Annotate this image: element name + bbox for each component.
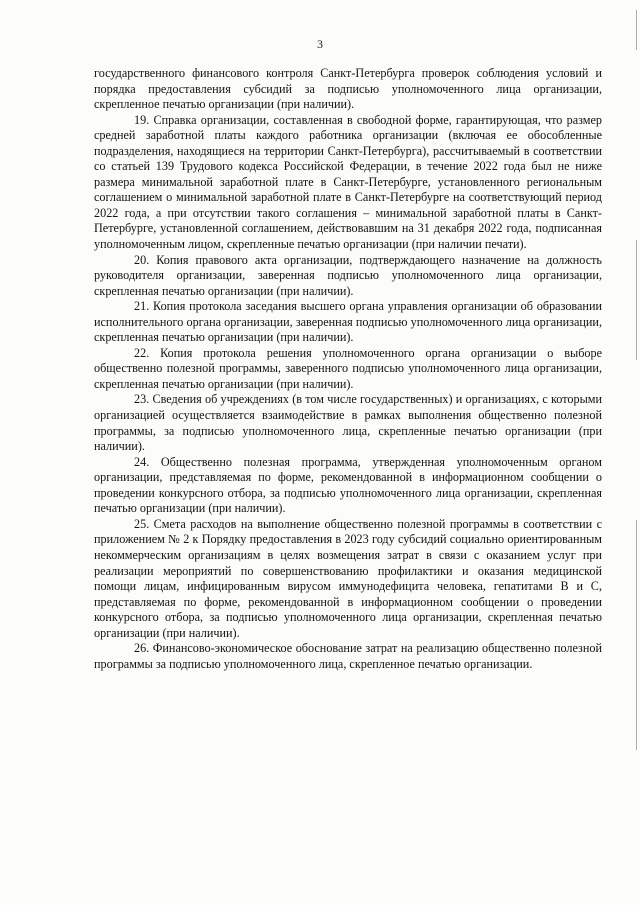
paragraph-item-24: 24. Общественно полезная программа, утвержденная уполномоченным органом организации, представляемая по форме, рекомендованной в информационном сообщении о проведении конкурсного отбора, за подписью уполномоченного лица организации, скрепленная печатью организации (при наличии).	[94, 454, 602, 516]
paragraph-item-23: 23. Сведения об учреждениях (в том числе государственных) и организациях, с которыми организацией осуществляется взаимодействие в рамках выполнения общественно полезной программы, за подписью уполномоченного лица, скрепленные печатью организации (при наличии).	[94, 392, 602, 454]
paragraph-item-21: 21. Копия протокола заседания высшего органа управления организации об образовании исполнительного органа организации, заверенная подписью уполномоченного лица организации, скрепленная печатью организации (при наличии).	[94, 299, 602, 345]
paragraph-item-26: 26. Финансово-экономическое обоснование затрат на реализацию общественно полезной программы за подписью уполномоченного лица, скрепленное печатью организации.	[94, 641, 602, 671]
scan-edge-mark-middle	[636, 240, 638, 360]
paragraph-item-22: 22. Копия протокола решения уполномоченного органа организации о выборе общественно полезной программы, заверенного подписью уполномоченного лица организации, скрепленная печатью организации (при наличии).	[94, 345, 602, 391]
document-body	[94, 66, 602, 672]
paragraph-item-20: 20. Копия правового акта организации, подтверждающего назначение на должность руководителя организации, заверенная подписью уполномоченного лица организации, скрепленная печатью организации (при наличии).	[94, 252, 602, 298]
paragraph-item-25: 25. Смета расходов на выполнение общественно полезной программы в соответствии с приложением № 2 к Порядку предоставления в 2023 году субсидий социально ориентированным некоммерческим организациям в целях возмещения затрат в связи с оказанием услуг при реализации мероприятий по совершенствованию профилактики и оказания медицинской помощи лицам, инфицированным вирусом иммунодефицита человека, гепатитами В и С, представляемая по форме, рекомендованной в информационном сообщении о проведении конкурсного отбора, за подписью уполномоченного лица организации, скрепленная печатью организации (при наличии).	[94, 516, 602, 640]
paragraph-continuation: государственного финансового контроля Санкт-Петербурга проверок соблюдения условий и порядка предоставления субсидий за подписью уполномоченного лица организации, скрепленное печатью организации (при наличии).	[94, 66, 602, 112]
scan-edge-mark-lower	[636, 520, 638, 750]
paragraph-item-19: 19. Справка организации, составленная в свободной форме, гарантирующая, что размер средней заработной платы каждого работника организации (включая ее обособленные подразделения, находящиеся на территории Санкт-Петербурга), рассчитываемый в соответствии со статьей 139 Трудового кодекса Российской Федерации, в течение 2022 года был не ниже размера минимальной заработной плате в Санкт-Петербурге, установленного региональным соглашением о минимальной заработной плате в Санкт-Петербурге на соответствующий период 2022 года, а при отсутствии такого соглашения – минимальной заработной платы в Санкт-Петербурге, установленной соглашением, действовавшим на 31 декабря 2022 года, подписанная уполномоченным лицом, скрепленные печатью организации (при наличии печати).	[94, 112, 602, 252]
page-number: 3	[317, 37, 323, 51]
scan-edge-mark-top	[636, 10, 638, 50]
